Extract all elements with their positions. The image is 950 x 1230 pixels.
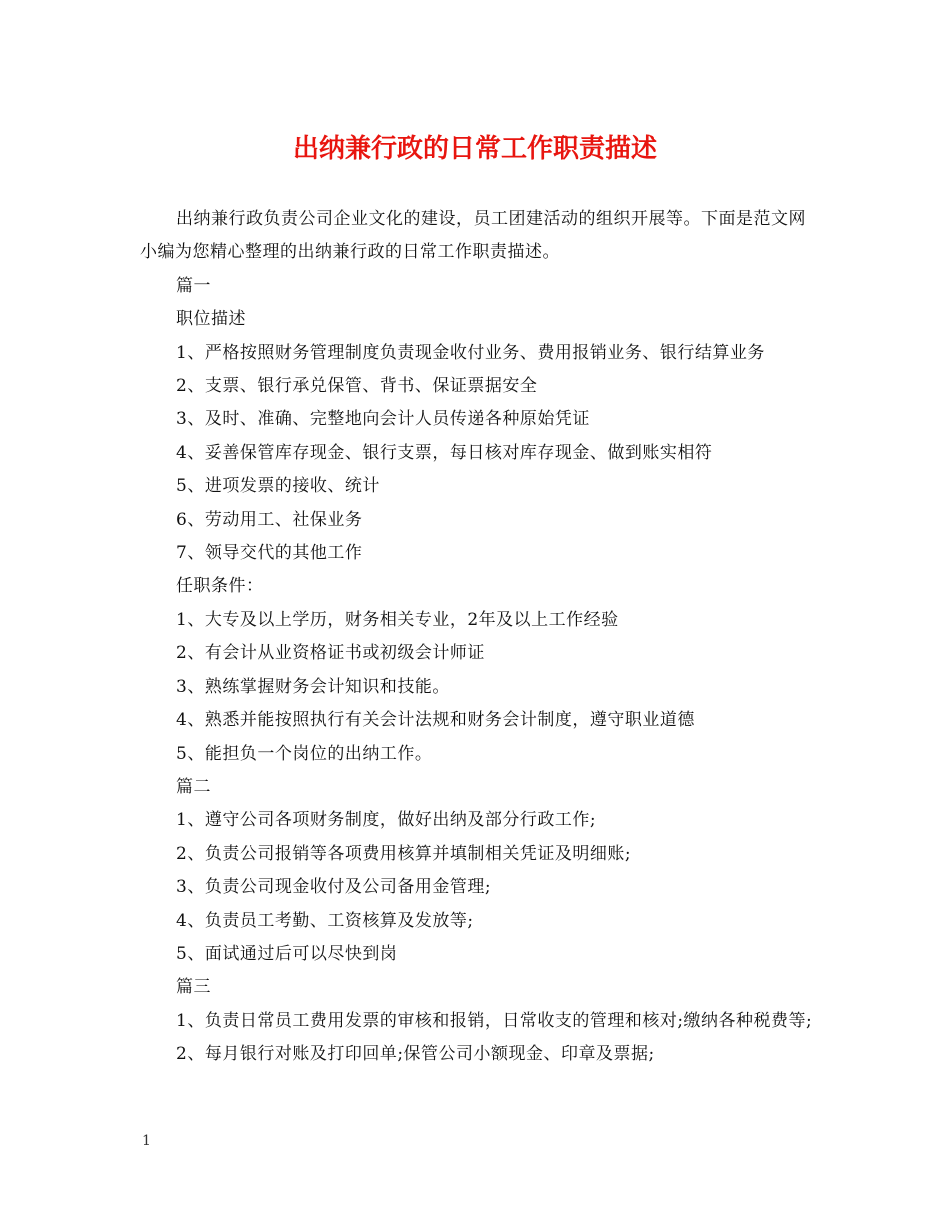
list-item: 2、负责公司报销等各项费用核算并填制相关凭证及明细账; (176, 843, 632, 864)
list-item: 4、妥善保管库存现金、银行支票，每日核对库存现金、做到账实相符 (176, 442, 713, 463)
list-item: 1、负责日常员工费用发票的审核和报销，日常收支的管理和核对;缴纳各种税费等; (176, 1010, 813, 1031)
subheading-requirements: 任职条件： (176, 576, 264, 597)
list-item: 7、领导交代的其他工作 (176, 543, 363, 564)
list-item: 5、进项发票的接收、统计 (176, 476, 380, 497)
subheading-job-description: 职位描述 (176, 309, 246, 330)
list-item: 5、面试通过后可以尽快到岗 (176, 943, 398, 964)
list-item: 3、负责公司现金收付及公司备用金管理; (176, 877, 492, 898)
list-item: 1、严格按照财务管理制度负责现金收付业务、费用报销业务、银行结算业务 (176, 342, 765, 363)
list-item: 5、能担负一个岗位的出纳工作。 (176, 743, 433, 764)
list-item: 2、每月银行对账及打印回单;保管公司小额现金、印章及票据; (176, 1044, 655, 1065)
section-heading-2: 篇二 (176, 776, 211, 797)
list-item: 4、负责员工考勤、工资核算及发放等; (176, 910, 474, 931)
list-item: 3、熟练掌握财务会计知识和技能。 (176, 676, 450, 697)
section-heading-3: 篇三 (176, 977, 211, 998)
document-body (140, 203, 815, 1072)
list-item: 2、有会计从业资格证书或初级会计师证 (176, 643, 485, 664)
list-item: 6、劳动用工、社保业务 (176, 509, 363, 530)
page-number: 1 (142, 1133, 151, 1149)
section-heading-1: 篇一 (176, 275, 211, 296)
document-title: 出纳兼行政的日常工作职责描述 (292, 134, 657, 164)
list-item: 1、遵守公司各项财务制度，做好出纳及部分行政工作; (176, 810, 597, 831)
list-item: 1、大专及以上学历，财务相关专业，2年及以上工作经验 (176, 609, 619, 630)
paragraph-intro: 出纳兼行政负责公司企业文化的建设，员工团建活动的组织开展等。下面是范文网小编为您精心整理的出纳兼行政的日常工作职责描述。 (140, 209, 806, 263)
list-item: 2、支票、银行承兑保管、背书、保证票据安全 (176, 376, 538, 397)
list-item: 3、及时、准确、完整地向会计人员传递各种原始凭证 (176, 409, 590, 430)
list-item: 4、熟悉并能按照执行有关会计法规和财务会计制度，遵守职业道德 (176, 710, 695, 731)
